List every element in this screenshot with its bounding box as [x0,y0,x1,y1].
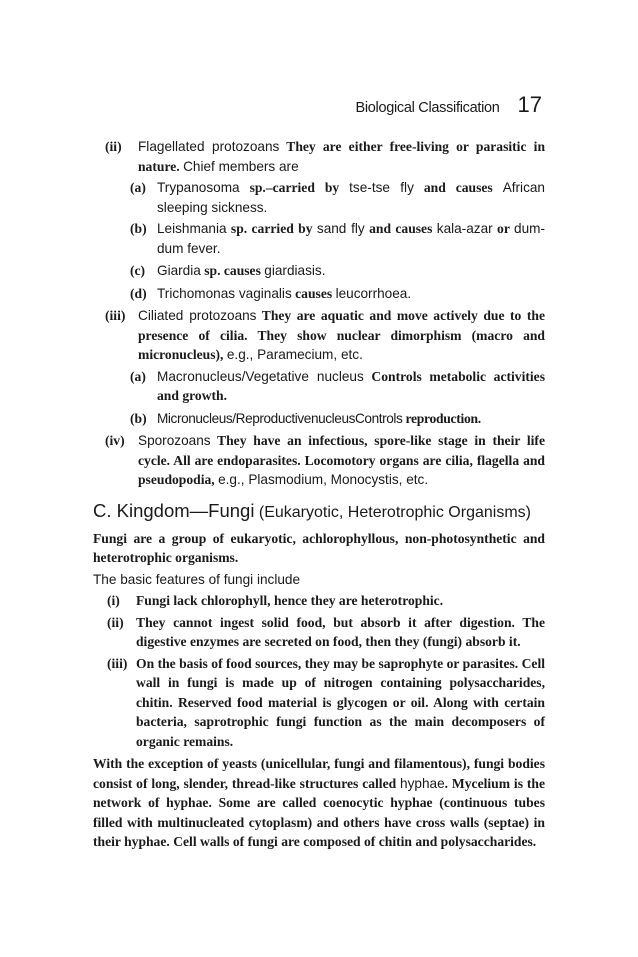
vector-name: sand fly [316,221,365,236]
ciliated-protozoans-item [93,306,545,365]
example-text: and causes [413,180,503,195]
sub-label: (d) [130,285,147,301]
example-text: causes [291,285,336,301]
feature-text: Fungi lack chlorophyll, hence they are heterotrophic. [136,593,444,608]
example-list: e.g., Plasmodium, Monocystis, etc. [218,472,429,487]
section-heading [93,498,545,526]
item-text: Controls metabolic activities and growth. [157,368,545,403]
item-term: Ciliated protozoans [138,308,257,323]
feature-text: They cannot ingest solid food, but absorb it after digestion. The digestive enzymes are secreted on food, then they (fungi) absorb it. [136,614,545,649]
closing-text: With the exception of yeasts (unicellular, fungi and filamentous), fungi bodies consist of long, slender, thread-like structures called [93,756,545,791]
item-term: Macronucleus/Vegetative nucleus [157,368,364,384]
disease-name: leucorrhoea. [335,285,412,301]
example-text: sp. carried by [226,221,317,236]
item-label: (ii) [105,139,122,154]
example-text: sp.–carried by [239,180,350,195]
sub-label: (a) [130,180,146,195]
item-term: Flagellated protozoans [138,139,280,154]
example-list: e.g., Paramecium, etc. [226,347,363,362]
macronucleus-item [93,367,545,406]
organism-name: Trypanosoma [157,180,240,195]
vector-name: tse-tse fly [349,180,414,195]
item-term: Micronucleus/ReproductivenucleusControls [157,410,403,426]
example-text: sp. causes [200,263,265,278]
feature-label: (ii) [107,614,124,630]
feature-text: On the basis of food sources, they may be saprophyte or parasites. Cell wall in fungi is made up of nitrogen containing polysaccharides, chitin. Reserved food material is glycogen or oil. Along with certain bacteria, saprotrophic fungi function as the main decomposers of organic remains. [136,655,545,749]
micronucleus-item [93,409,545,429]
sub-label: (a) [130,368,146,384]
feature-item [93,613,545,652]
feature-item [93,591,545,611]
sub-label: (b) [130,410,147,426]
feature-item [93,654,545,752]
page-number: 17 [517,92,542,117]
organism-name: Giardia [157,263,201,278]
disease-name: kala-azar [436,221,493,236]
sporozoans-item [93,431,545,490]
example-trichomonas [93,284,545,304]
section-title: C. Kingdom—Fungi [93,499,255,521]
features-intro: The basic features of fungi include [93,571,301,587]
fungi-intro: Fungi are a group of eukaryotic, achlorophyllous, non-photosynthetic and heterotrophic organisms. [93,530,545,565]
feature-label: (iii) [107,655,128,671]
item-text: They have an infectious, spore-like stage in their life cycle. All are endoparasites. Locomotory organs are cilia, flagella and pseudopodia, [138,433,545,487]
example-trypanosoma [93,178,545,217]
flagellated-protozoans-item [93,137,545,176]
disease-name: giardiasis. [264,263,326,278]
item-text: They are aquatic and move actively due to the presence of cilia. They show nuclear dimorphism (macro and micronucleus), [138,308,545,362]
feature-label: (i) [107,593,120,608]
disease-name: African sleeping sickness. [157,180,545,215]
item-text-tail: Chief members are [183,158,299,174]
example-leishmania [93,219,545,258]
item-term: Sporozoans [138,433,211,448]
organism-name: Leishmania [157,221,227,236]
example-text: and causes [364,221,437,236]
item-label: (iii) [105,308,126,323]
organism-name: Trichomonas vaginalis [157,285,292,301]
item-text: reproduction. [402,410,481,426]
running-head [356,92,543,118]
page-body [93,137,545,852]
sub-label: (c) [130,263,146,278]
running-head-title: Biological Classification [355,100,500,116]
hyphae-term: hyphae [400,775,445,791]
item-text: They are either free-living or parasitic in nature. [138,139,545,174]
item-label: (iv) [105,433,125,448]
closing-paragraph [93,754,545,852]
section-subtitle: (Eukaryotic, Heterotrophic Organisms) [254,503,531,521]
example-text: or [492,221,515,236]
example-giardia [93,261,545,281]
closing-text: . Mycelium is the network of hyphae. Some are called coenocytic hyphae (continuous tubes filled with multinucleated cytoplasm) and others have cross walls (septae) in their hyphae. Cell walls of fungi are composed of chitin and polysaccharides. [93,775,545,849]
sub-label: (b) [130,221,147,236]
disease-name: dum-dum fever. [157,221,545,256]
